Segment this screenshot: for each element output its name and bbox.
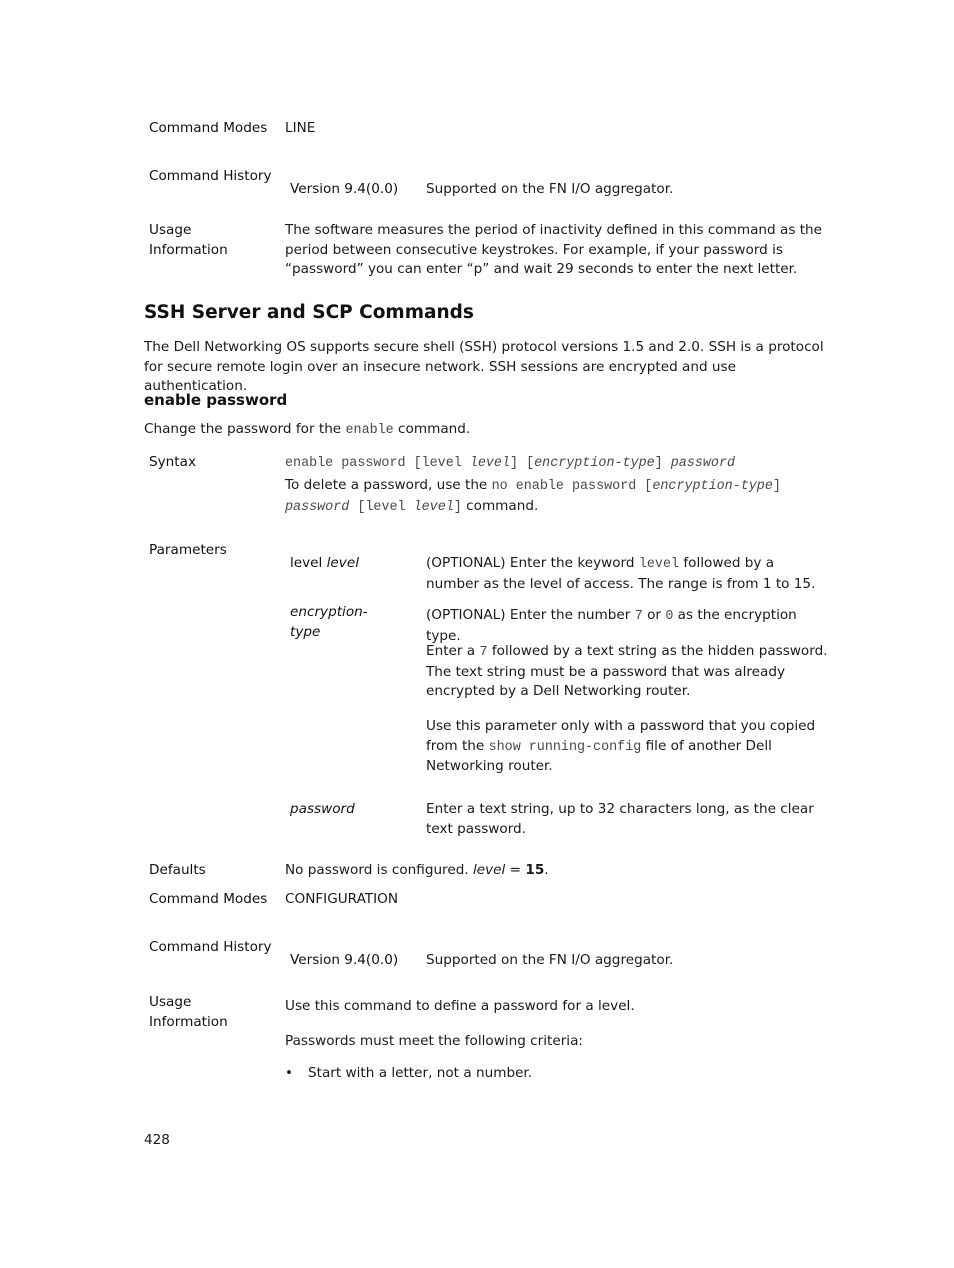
syntax-line: enable password [level level] [encryption-type] password <box>285 456 736 471</box>
param-encryption-type-desc-1: (OPTIONAL) Enter the number 7 or 0 as the encryption type. <box>426 607 797 644</box>
syntax-label: Syntax <box>149 454 196 470</box>
usage-information-label-2: Usage Information <box>149 994 228 1030</box>
history-description: Supported on the FN I/O aggregator. <box>426 181 674 197</box>
history-description-2: Supported on the FN I/O aggregator. <box>426 952 674 968</box>
section-title: SSH Server and SCP Commands <box>144 302 474 323</box>
command-modes-label-2: Command Modes <box>149 891 268 907</box>
param-encryption-type-desc-2: Enter a 7 followed by a text string as the hidden password. The text string must be a password that was already encrypted by a Dell Networking router. <box>426 643 828 699</box>
command-modes-value-2: CONFIGURATION <box>285 891 398 907</box>
command-description: Change the password for the enable command. <box>144 421 471 438</box>
defaults-value: No password is configured. level = 15. <box>285 862 549 878</box>
command-modes-label: Command Modes <box>149 120 268 136</box>
section-intro: The Dell Networking OS supports secure shell (SSH) protocol versions 1.5 and 2.0. SSH is a protocol for secure remote login over an insecure network. SSH sessions are encrypted and use authentication. <box>144 339 824 394</box>
history-version: Version 9.4(0.0) <box>290 181 399 197</box>
usage-information-text-2: Passwords must meet the following criteria: <box>285 1033 583 1049</box>
param-encryption-type-desc-3: Use this parameter only with a password that you copied from the show running-config file of another Dell Networking router. <box>426 718 816 774</box>
command-modes-value: LINE <box>285 120 316 136</box>
usage-information-text-1: Use this command to define a password for a level. <box>285 998 635 1014</box>
parameters-label: Parameters <box>149 542 227 558</box>
param-password-name: password <box>290 801 355 817</box>
usage-information-label: Usage Information <box>149 222 228 258</box>
delete-password-text: To delete a password, use the no enable password [encryption-type] password [level level] command. <box>285 477 781 515</box>
history-version-2: Version 9.4(0.0) <box>290 952 399 968</box>
param-password-description: Enter a text string, up to 32 characters long, as the clear text password. <box>426 801 814 837</box>
param-encryption-type-name: encryption-type <box>290 604 368 640</box>
defaults-label: Defaults <box>149 862 206 878</box>
command-history-label-2: Command History <box>149 939 272 955</box>
bullet-marker: • <box>285 1065 294 1081</box>
param-level-name: level level <box>290 555 359 571</box>
list-item-text: Start with a letter, not a number. <box>308 1065 533 1081</box>
command-name: enable password <box>144 391 288 409</box>
command-history-label: Command History <box>149 168 272 184</box>
usage-information-text: The software measures the period of inactivity defined in this command as the period between consecutive keystrokes. For example, if your password is “password” you can enter “p” and wait 29 seconds to enter the next letter. <box>285 222 823 277</box>
page-number: 428 <box>144 1132 170 1148</box>
param-level-description: (OPTIONAL) Enter the keyword level followed by a number as the level of access. The range is from 1 to 15. <box>426 555 816 592</box>
